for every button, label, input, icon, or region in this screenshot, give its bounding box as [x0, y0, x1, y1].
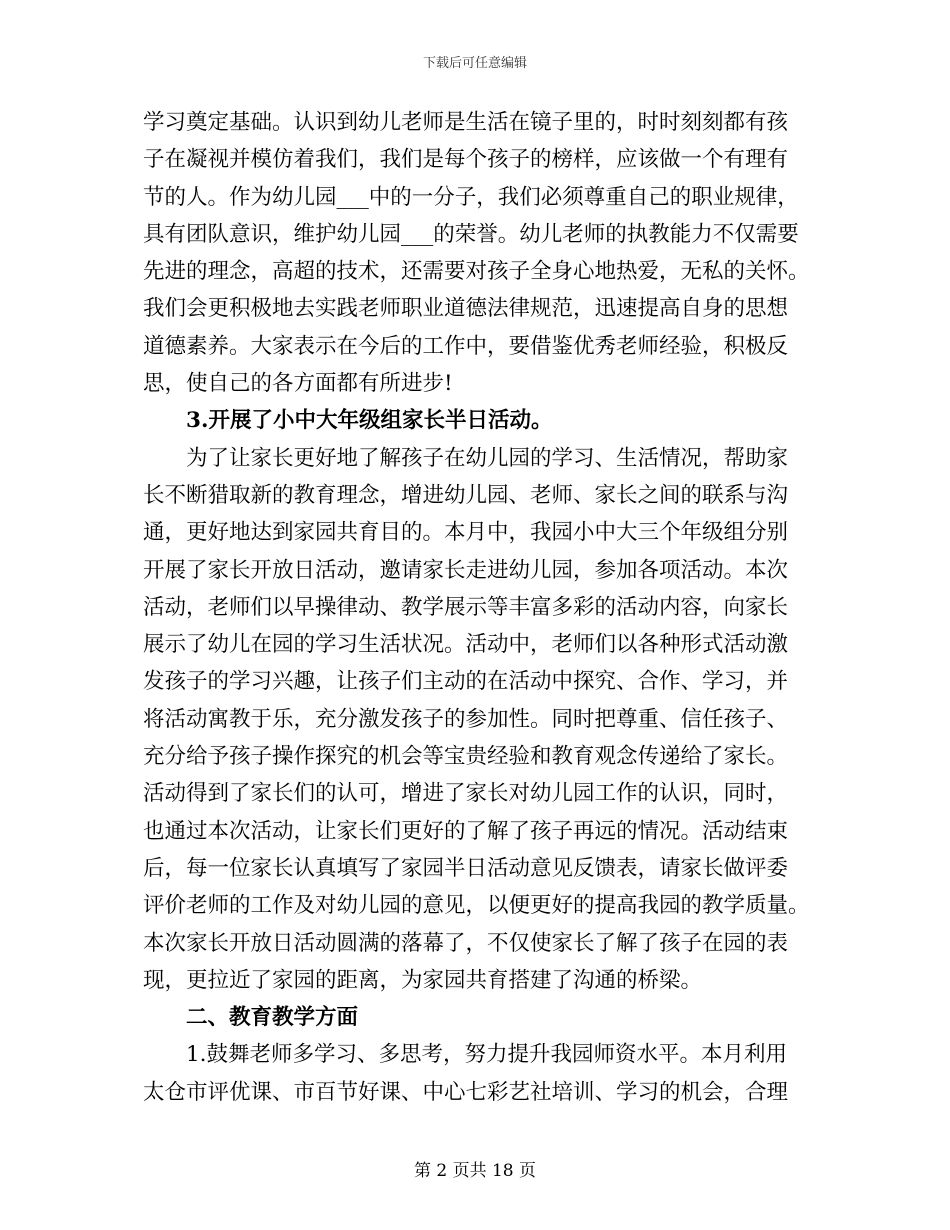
text-line: 现，更拉近了家园的距离，为家园共育搭建了沟通的桥梁。	[143, 967, 703, 993]
text-line: 展示了幼儿在园的学习生活状况。活动中，老师们以各种形式活动激	[143, 632, 789, 658]
text-line: 开展了家长开放日活动，邀请家长走进幼儿园，参加各项活动。本次	[143, 557, 789, 583]
page-footer: 第 2 页共 18 页	[413, 1161, 537, 1181]
text-line: 通，更好地达到家园共育目的。本月中，我园小中大三个年级组分别	[143, 520, 789, 546]
text-line: 节的人。作为幼儿园___中的一分子，我们必须尊重自己的职业规律，	[143, 184, 799, 210]
section-heading: 3.开展了小中大年级组家长半日活动。	[186, 408, 553, 434]
text-line: 发孩子的学习兴趣，让孩子们主动的在活动中探究、合作、学习，并	[143, 669, 789, 695]
text-line: 活动，老师们以早操律动、教学展示等丰富多彩的活动内容，向家长	[143, 594, 789, 620]
text-line: 活动得到了家长们的认可，增进了家长对幼儿园工作的认识，同时，	[143, 781, 789, 807]
text-line: 本次家长开放日活动圆满的落幕了，不仅使家长了解了孩子在园的表	[143, 930, 789, 956]
text-line: 子在凝视并模仿着我们，我们是每个孩子的榜样，应该做一个有理有	[143, 147, 789, 173]
text-line: 我们会更积极地去实践老师职业道德法律规范，迅速提高自身的思想	[143, 296, 789, 322]
text-line: 评价老师的工作及对幼儿园的意见，以便更好的提高我园的教学质量。	[143, 893, 810, 919]
text-line: 为了让家长更好地了解孩子在幼儿园的学习、生活情况，帮助家	[186, 445, 789, 471]
text-line: 先进的理念，高超的技术，还需要对孩子全身心地热爱，无私的关怀。	[143, 259, 810, 285]
document-body	[143, 104, 823, 1111]
page-header: 下载后可任意编辑	[422, 56, 527, 71]
text-line: 太仓市评优课、市百节好课、中心七彩艺社培训、学习的机会，合理	[143, 1079, 789, 1105]
text-line: 思，使自己的各方面都有所进步!	[143, 371, 453, 397]
text-line: 长不断猎取新的教育理念，增进幼儿园、老师、家长之间的联系与沟	[143, 482, 789, 508]
text-line: 道德素养。大家表示在今后的工作中，要借鉴优秀老师经验，积极反	[143, 333, 789, 359]
text-line: 学习奠定基础。认识到幼儿老师是生活在镜子里的，时时刻刻都有孩	[143, 110, 789, 135]
text-line: 1.鼓舞老师多学习、多思考，努力提升我园师资水平。本月利用	[186, 1042, 788, 1068]
text-line: 也通过本次活动，让家长们更好的了解了孩子再远的情况。活动结束	[143, 818, 789, 844]
section-heading: 二、教育教学方面	[186, 1005, 359, 1031]
text-line: 后，每一位家长认真填写了家园半日活动意见反馈表，请家长做评委	[143, 855, 789, 881]
text-line: 具有团队意识，维护幼儿园___的荣誉。幼儿老师的执教能力不仅需要	[143, 221, 799, 247]
text-line: 充分给予孩子操作探究的机会等宝贵经验和教育观念传递给了家长。	[143, 744, 789, 770]
text-line: 将活动寓教于乐，充分激发孩子的参加性。同时把尊重、信任孩子、	[143, 706, 789, 732]
